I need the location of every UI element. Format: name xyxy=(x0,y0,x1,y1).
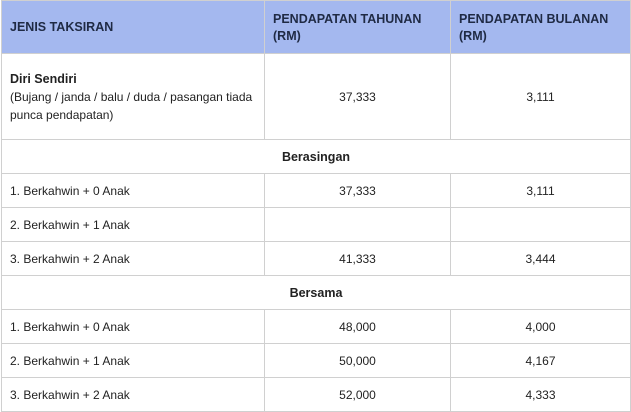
row-annual: 48,000 xyxy=(265,310,451,344)
row-annual xyxy=(265,208,451,242)
header-assessment-type: JENIS TAKSIRAN xyxy=(2,1,265,54)
row-annual: 37,333 xyxy=(265,174,451,208)
row-label: 1. Berkahwin + 0 Anak xyxy=(2,174,265,208)
row-label: 3. Berkahwin + 2 Anak xyxy=(2,242,265,276)
table-row xyxy=(2,174,631,208)
self-description: (Bujang / janda / balu / duda / pasangan tiada punca pendapatan) xyxy=(10,89,253,122)
section-row-separate xyxy=(2,140,631,174)
row-label: 2. Berkahwin + 1 Anak xyxy=(2,208,265,242)
row-monthly: 4,000 xyxy=(451,310,631,344)
row-monthly xyxy=(451,208,631,242)
row-annual: 52,000 xyxy=(265,378,451,412)
table-row xyxy=(2,378,631,412)
row-annual: 50,000 xyxy=(265,344,451,378)
row-label: 2. Berkahwin + 1 Anak xyxy=(2,344,265,378)
section-title-joint: Bersama xyxy=(2,276,631,310)
income-table xyxy=(1,0,631,412)
table-row xyxy=(2,344,631,378)
row-label: 3. Berkahwin + 2 Anak xyxy=(2,378,265,412)
header-annual-income: PENDAPATAN TAHUNAN (RM) xyxy=(265,1,451,54)
row-monthly: 3,111 xyxy=(451,174,631,208)
table-header-row xyxy=(2,1,631,54)
row-annual: 41,333 xyxy=(265,242,451,276)
row-label: 1. Berkahwin + 0 Anak xyxy=(2,310,265,344)
self-monthly: 3,111 xyxy=(451,54,631,140)
row-monthly: 3,444 xyxy=(451,242,631,276)
table-row-self xyxy=(2,54,631,140)
self-title: Diri Sendiri xyxy=(10,71,77,86)
row-monthly: 4,333 xyxy=(451,378,631,412)
table-row xyxy=(2,242,631,276)
self-annual: 37,333 xyxy=(265,54,451,140)
table-row xyxy=(2,310,631,344)
section-title-separate: Berasingan xyxy=(2,140,631,174)
self-label-cell xyxy=(2,54,265,140)
section-row-joint xyxy=(2,276,631,310)
row-monthly: 4,167 xyxy=(451,344,631,378)
header-monthly-income: PENDAPATAN BULANAN (RM) xyxy=(451,1,631,54)
table-row xyxy=(2,208,631,242)
